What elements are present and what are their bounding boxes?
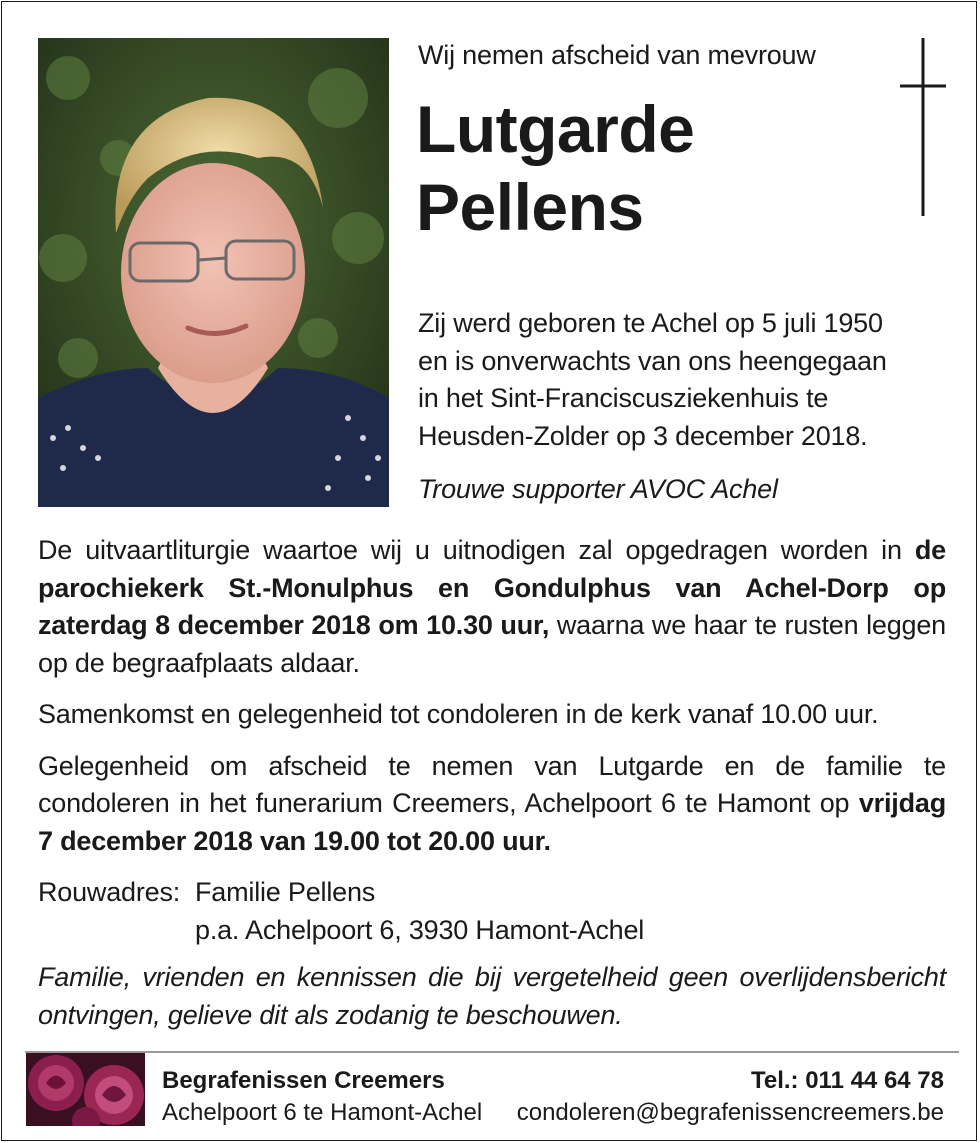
- liturgy-paragraph: [38, 532, 946, 682]
- funeral-details: [38, 532, 946, 1048]
- funeral-home-phone: Tel.: 011 44 64 78: [750, 1067, 944, 1094]
- intro-line: Wij nemen afscheid van mevrouw: [418, 40, 816, 70]
- birth-line: Heusden-Zolder op 3 december 2018.: [418, 420, 868, 451]
- liturgy-burial: waarna we haar te rusten leggen op de begraafplaats aldaar.: [38, 610, 946, 678]
- birth-line: in het Sint-Franciscusziekenhuis te: [418, 383, 829, 413]
- address-label: Rouwadres:: [38, 877, 181, 907]
- liturgy-intro: De uitvaartliturgie waartoe wij u uitnodigen zal opgedragen worden in: [38, 535, 902, 565]
- address-line-1: Familie Pellens: [195, 877, 376, 907]
- birth-line: en is onverwachts van ons heengegaan: [418, 345, 887, 376]
- cross-icon: [898, 38, 948, 216]
- address-line-2: p.a. Achelpoort 6, 3930 Hamont-Achel: [195, 914, 645, 945]
- funeral-home-email[interactable]: condoleren@begrafenissencreemers.be: [516, 1099, 944, 1126]
- mourning-address: [38, 874, 946, 949]
- closing-note: Familie, vrienden en kennissen die bij vergetelheid geen overlijdensbericht ontvingen, gelieve dit als zodanig te beschouwen.: [38, 962, 946, 1030]
- funeral-home-name: Begrafenissen Creemers: [162, 1067, 445, 1094]
- motto: Trouwe supporter AVOC Achel: [418, 474, 778, 504]
- gathering-paragraph: Samenkomst en gelegenheid tot condoleren in de kerk vanaf 10.00 uur.: [38, 699, 879, 729]
- first-name: Lutgarde: [416, 92, 695, 166]
- liturgy-location-time: de parochiekerk St.-Monulphus en Gondulphus van Achel-Dorp op zaterdag 8 december 2018 om 10.30 uur,: [38, 535, 946, 640]
- portrait-photo: [38, 38, 389, 507]
- funeral-home-address: Achelpoort 6 te Hamont-Achel: [162, 1099, 483, 1126]
- birth-text: [418, 305, 938, 455]
- footer-divider: [25, 1051, 959, 1053]
- birth-line: Zij werd geboren te Achel op 5 juli 1950: [418, 308, 883, 338]
- visitation-time: vrijdag 7 december 2018 van 19.00 tot 20.00 uur.: [38, 788, 946, 856]
- deceased-name: [416, 90, 694, 246]
- last-name: Pellens: [416, 170, 644, 244]
- visitation-paragraph: [38, 748, 946, 861]
- visitation-intro: Gelegenheid om afscheid te nemen van Lutgarde en de familie te condoleren in het funerarium Creemers, Achelpoort 6 te Hamont op: [38, 750, 946, 818]
- rose-image: [26, 1053, 145, 1126]
- death-notice-card: [1, 1, 977, 1141]
